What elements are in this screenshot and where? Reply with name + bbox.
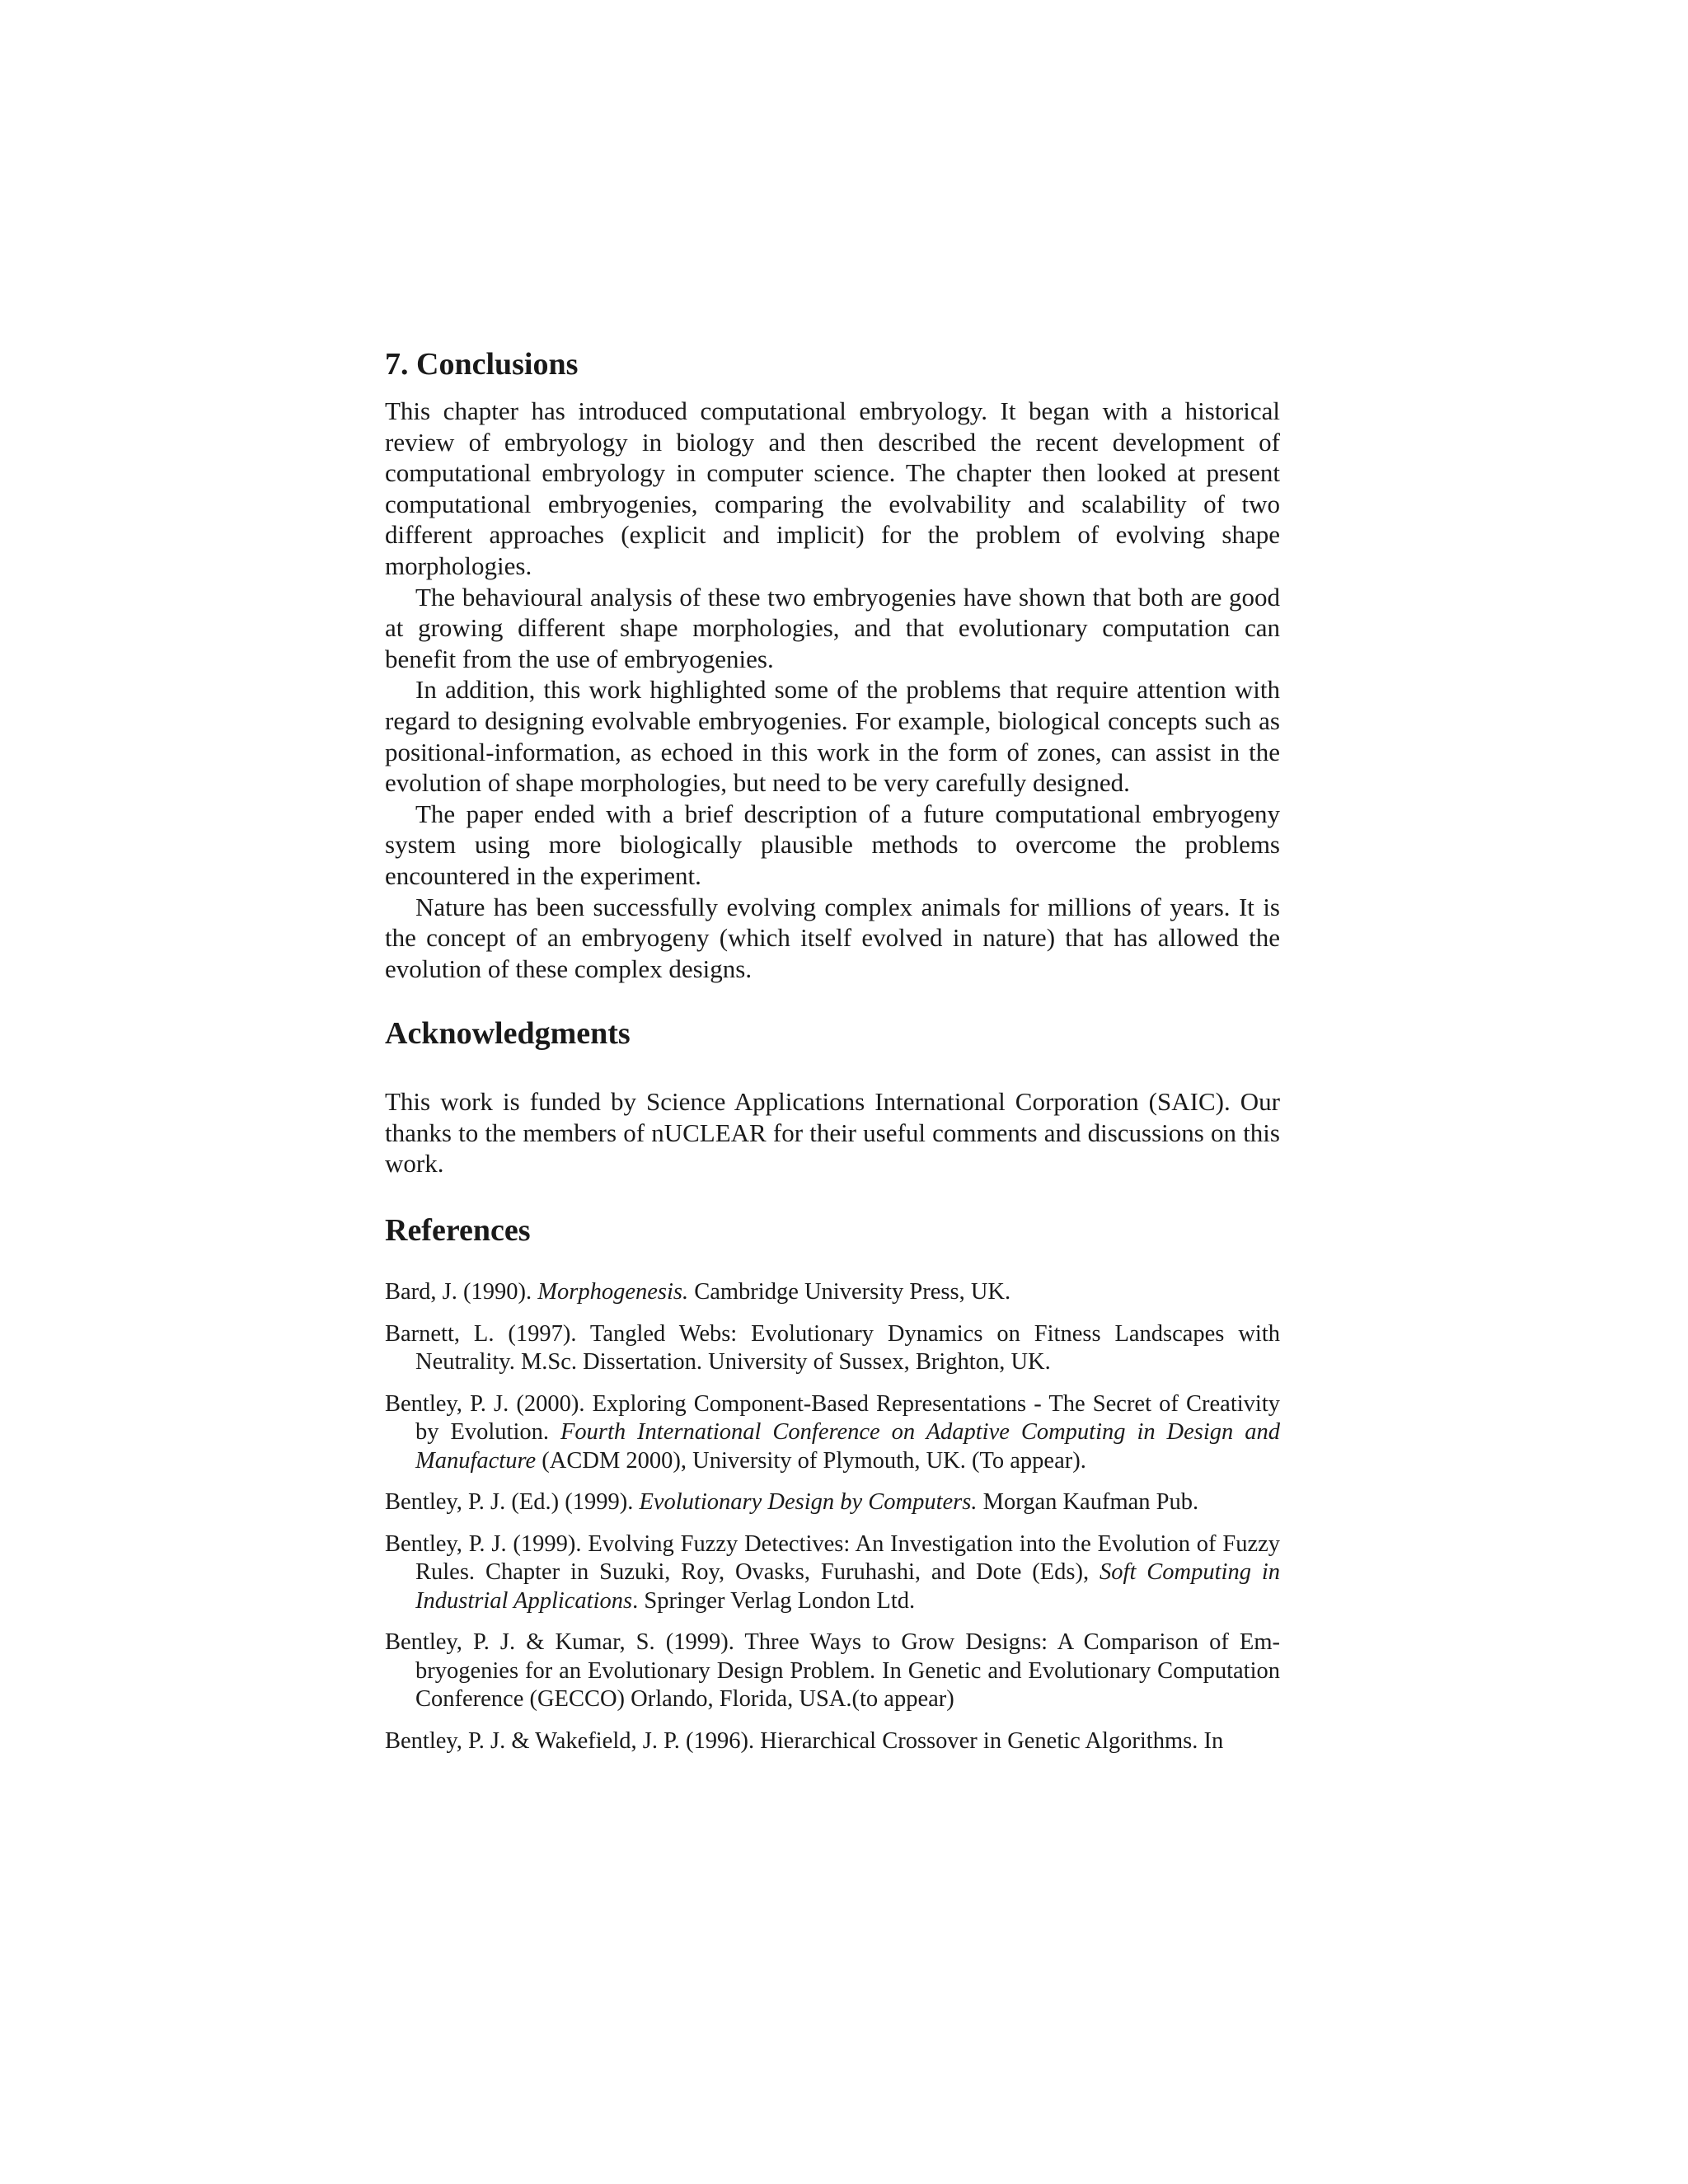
reference-text: (ACDM 2000), University of Plymouth, UK. (To appear).	[536, 1447, 1086, 1474]
conclusions-paragraph: This chapter has introduced computational embryology. It began with a historical review of embryology in biology and then described the recent development of computational embryology in computer science. The chapter then looked at present computational embryogenies, comparing the evolvability and scalability of two different approaches (explicit and implicit) for the problem of evolving shape morphologies.	[385, 396, 1280, 580]
section-heading-references: References	[385, 1213, 531, 1249]
acknowledgments-paragraph: This work is funded by Science Applications International Corporation (SAIC). Our thanks to the members of nUCLEAR for their useful comments and discussions on this work.	[385, 1087, 1280, 1179]
reference-text: Bard, J. (1990).	[385, 1279, 538, 1305]
reference-title-italic: Fourth International Conference on Adaptive Computing in Design and Manufacture	[415, 1419, 1280, 1474]
reference-item	[385, 1629, 1280, 1714]
reference-item	[385, 1530, 1280, 1616]
reference-text: Bentley, P. J. (Ed.) (1999).	[385, 1489, 640, 1516]
reference-text: . Springer Verlag London Ltd.	[632, 1587, 916, 1614]
reference-title-italic: Evolutionary Design by Computers.	[639, 1489, 978, 1516]
section-heading-acknowledgments: Acknowledgments	[385, 1016, 631, 1052]
conclusions-paragraph: In addition, this work highlighted some of the problems that require attention with regard to designing evolvable embryogenies. For example, biological concepts such as positional-information, as echoed in this work in the form of zones, can assist in the evolution of shape morphologies, but need to be very carefully designed.	[385, 675, 1280, 798]
reference-item	[385, 1320, 1280, 1377]
conclusions-paragraph: Nature has been successfully evolving complex animals for millions of years. It is the concept of an embryogeny (which itself evolved in nature) that has allowed the evolution of these complex designs.	[385, 892, 1280, 983]
reference-item	[385, 1727, 1280, 1756]
reference-text: Bentley, P. J. (1999). Evolving Fuzzy Detectives: An Investigation into the Evolution of Fuzzy Rules. Chapter in Suzuki, Roy, Ovasks, Furuhashi, and Dote (Eds),	[385, 1530, 1280, 1586]
reference-item	[385, 1390, 1280, 1476]
section-heading-conclusions: 7. Conclusions	[385, 347, 579, 382]
reference-title-italic: Soft Computing in Industrial Applications	[415, 1559, 1281, 1614]
reference-text: Bentley, P. J. & Kumar, S. (1999). Three Ways to Grow Designs: A Comparison of Embryogenies for an Evolutionary Design Problem. In Genetic and Evolutionary Computation Conference (GECCO) Orlando, Florida, USA.(to appear)	[385, 1629, 1280, 1713]
reference-text: Bentley, P. J. (2000). Exploring Component-Based Representations - The Secret of Creativity by Evolution.	[385, 1390, 1280, 1446]
conclusions-paragraph: The behavioural analysis of these two embryogenies have shown that both are good at growing different shape morphologies, and that evolutionary computation can benefit from the use of embryogenies.	[385, 582, 1280, 673]
reference-text: Bentley, P. J. & Wakefield, J. P. (1996). Hierarchical Crossover in Genetic Algorithms. In	[385, 1727, 1224, 1754]
reference-text: Barnett, L. (1997). Tangled Webs: Evolutionary Dynamics on Fitness Landscapes with Neutrality. M.Sc. Dissertation. University of Sussex, Brighton, UK.	[385, 1320, 1280, 1376]
conclusions-paragraph: The paper ended with a brief description of a future computational embryogeny system using more biologically plausible methods to overcome the problems encountered in the experiment.	[385, 799, 1280, 890]
reference-title-italic: Morphogenesis.	[537, 1279, 689, 1305]
reference-text: Cambridge University Press, UK.	[688, 1279, 1011, 1305]
reference-list	[385, 1278, 1280, 1755]
page-content	[385, 346, 1280, 1769]
reference-item	[385, 1278, 1280, 1307]
reference-item	[385, 1488, 1280, 1517]
reference-text: Morgan Kaufman Pub.	[977, 1489, 1199, 1516]
